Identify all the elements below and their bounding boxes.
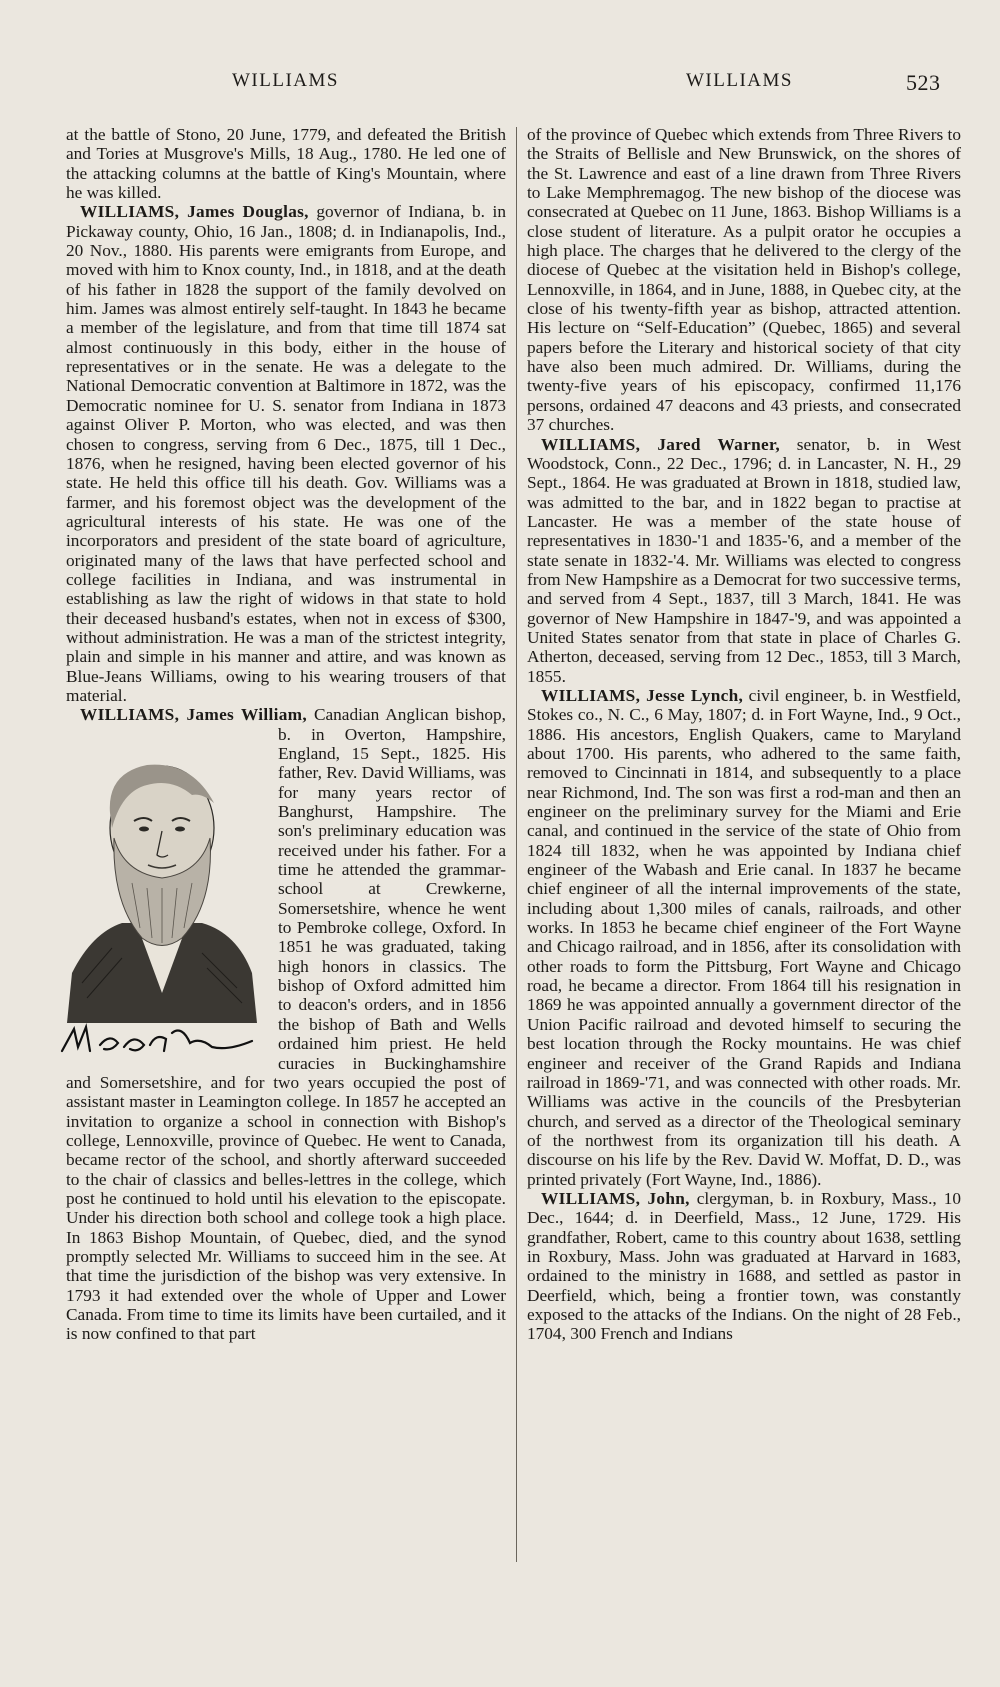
- entry-heading: WILLIAMS, Jared Warner,: [541, 434, 780, 454]
- page-number: 523: [906, 70, 941, 95]
- entry-body: civil engineer, b. in Westfield, Stokes co., N. C., 6 May, 1807; d. in Fort Wayne, Ind., 9 Oct., 1886. His ancestors, English Quakers, came to Maryland about 1700. His parents, who adhered to the same faith, removed to Cincinnati in 1814, and subsequently to a place near Richmond, Ind. The son was first a rod-man and then an engineer on the preliminary survey for the Miami and Erie canal, and continued in the service of the state of Ohio from 1824 till 1832, when he was appointed by Indiana chief engineer of the Wabash and Erie canal. In 1837 he became chief engineer of all the internal improvements of the state, including about 1,300 miles of canals, railroads, and other works. In 1853 he became chief engineer of the Fort Wayne and Chicago railroad, and in 1856, after its consolidation with other roads to form the Pittsburg, Fort Wayne and Chicago road, he became a director. From 1864 till his resignation in 1869 he was appointed annually a government director of the Union Pacific railroad and devoted himself to securing the best location through the Rocky mountains. He was chief engineer and receiver of the Grand Rapids and Indiana railroad in 1869-'71, and was connected with other roads. Mr. Williams was active in the councils of the Presbyterian church, and served as a director of the Theological seminary of the northwest from its organization till his death. A discourse on his life by the Rev. David W. Moffat, D. D., was printed privately (Fort Wayne, Ind., 1886).: [527, 685, 961, 1189]
- entry-jesse-lynch-williams: [527, 686, 961, 1189]
- entry-james-william-williams: [66, 705, 506, 1343]
- entry-jared-warner-williams: [527, 435, 961, 686]
- entry-body: governor of Indiana, b. in Pickaway county, Ohio, 16 Jan., 1808; d. in Indianapolis, Ind., 20 Nov., 1880. His parents were emigrants from Europe, and moved with him to Knox county, Ind., in 1818, and at the death of his father in 1828 the support of the family devolved on him. James was almost entirely self-taught. In 1843 he became a member of the legislature, and from that time till 1874 sat almost continuously in this body, either in the house of representatives or in the senate. He was a delegate to the National Democratic convention at Baltimore in 1872, was the Democratic nominee for U. S. senator from Indiana in 1873 against Oliver P. Morton, who was elected, and was then chosen to congress, serving from 6 Dec., 1875, till 1 Dec., 1876, when he resigned, having been elected governor of his state. He held this office till his death. Gov. Williams was a farmer, and his foremost object was the development of the agricultural interests of his state. He was one of the incorporators and president of the state board of agriculture, originated many of the laws that have perfected school and college facilities in Indiana, and was instrumental in establishing as law the right of widows in that state to hold their deceased husband's estates, when not in excess of $300, without administration. He was a man of the strictest integrity, plain and simple in his manner and attire, and was known as Blue-Jeans Williams, owing to his wearing trousers of that material.: [66, 202, 507, 705]
- portrait-figure: [52, 733, 270, 1071]
- left-column: [66, 125, 506, 1344]
- entry-heading: WILLIAMS, James William,: [80, 705, 307, 725]
- running-head-right: WILLIAMS: [686, 70, 793, 91]
- entry-james-douglas-williams: [66, 202, 506, 705]
- entry-body: clergyman, b. in Roxbury, Mass., 10 Dec., 1644; d. in Deerfield, Mass., 12 June, 1729. His grandfather, Robert, came to this country about 1638, settling in Roxbury, Mass. John was graduated at Harvard in 1683, ordained to the ministry in 1688, and settled as pastor in Deerfield, which, being a frontier town, was constantly exposed to the attacks of the Indians. On the night of 28 Feb., 1704, 300 French and Indians: [527, 1188, 961, 1344]
- right-column: [527, 125, 961, 1344]
- entry-heading: WILLIAMS, John,: [541, 1188, 690, 1208]
- entry-john-williams: [527, 1189, 961, 1344]
- entry-heading: WILLIAMS, Jesse Lynch,: [541, 685, 744, 705]
- bishop-portrait-engraving: [52, 733, 270, 1071]
- running-head-left: WILLIAMS: [232, 70, 339, 91]
- continued-paragraph: of the province of Quebec which extends from Three Rivers to the Straits of Bellisle and New Brunswick, on the shores of the St. Lawrence and east of a line drawn from Three Rivers to Lake Memphremagog. The new bishop of the diocese was consecrated at Quebec on 11 June, 1863. Bishop Williams is a close student of literature. As a pulpit orator he occupies a high place. The charges that he delivered to the clergy of the diocese of Quebec at the visitation held in Bishop's college, Lennoxville, in 1864, and in June, 1888, in Quebec city, at the close of his twenty-fifth year as bishop, attracted attention. His lecture on “Self-Education” (Quebec, 1865) and several papers before the Literary and historical society of that city have also been much admired. Dr. Williams, during the twenty-five years of his episcopacy, confirmed 11,176 persons, ordained 47 deacons and 43 priests, and consecrated 37 churches.: [527, 125, 961, 435]
- column-divider: [516, 127, 517, 1562]
- entry-body: Canadian Anglican bishop, b. in Overton, Hampshire, England, 15 Sept., 1825. His father, Rev. David Williams, was for many years rector of Banghurst, Hampshire. The son's preliminary education was received under his father. For a time he attended the grammar-school at Crewkerne, Somersetshire, whence he went to Pembroke college, Oxford. In 1851 he was graduated, taking high honors in classics. The bishop of Oxford admitted him to deacon's orders, and in 1856 the bishop of Bath and Wells ordained him priest. He held curacies in Buckinghamshire and Somersetshire, and for two years occupied the post of assistant master in Leamington college. In 1857 he accepted an invitation to organize a school in connection with Bishop's college, Lennoxville, province of Quebec. He went to Canada, became rector of the school, and shortly afterward succeeded to the chair of classics and belles-lettres in the college, which post he continued to hold until his elevation to the episcopate. Under his direction both school and college took a high place. In 1863 Bishop Mountain, of Quebec, died, and the synod promptly selected Mr. Williams to succeed him in the see. At that time the jurisdiction of the bishop was very extensive. In 1793 it had extended over the whole of Upper and Lower Canada. From time to time its limits have been curtailed, and it is now confined to that part: [66, 705, 507, 1344]
- continued-paragraph: at the battle of Stono, 20 June, 1779, and defeated the British and Tories at Musgrove's Mills, 18 Aug., 1780. He led one of the attacking columns at the battle of King's Mountain, where he was killed.: [66, 125, 506, 203]
- entry-body: senator, b. in West Woodstock, Conn., 22 Dec., 1796; d. in Lancaster, N. H., 29 Sept., 1864. He was graduated at Brown in 1818, studied law, was admitted to the bar, and in 1822 began to practise at Lancaster. He was a member of the state house of representatives in 1830-'1 and 1835-'6, and a member of the state senate in 1832-'4. Mr. Williams was elected to congress from New Hampshire as a Democrat for two successive terms, and served from 4 Sept., 1837, till 3 March, 1841. He was governor of New Hampshire in 1847-'9, and was appointed a United States senator from that state in place of Charles G. Atherton, deceased, serving from 12 Dec., 1853, till 3 March, 1855.: [527, 434, 961, 686]
- entry-heading: WILLIAMS, James Douglas,: [80, 202, 309, 222]
